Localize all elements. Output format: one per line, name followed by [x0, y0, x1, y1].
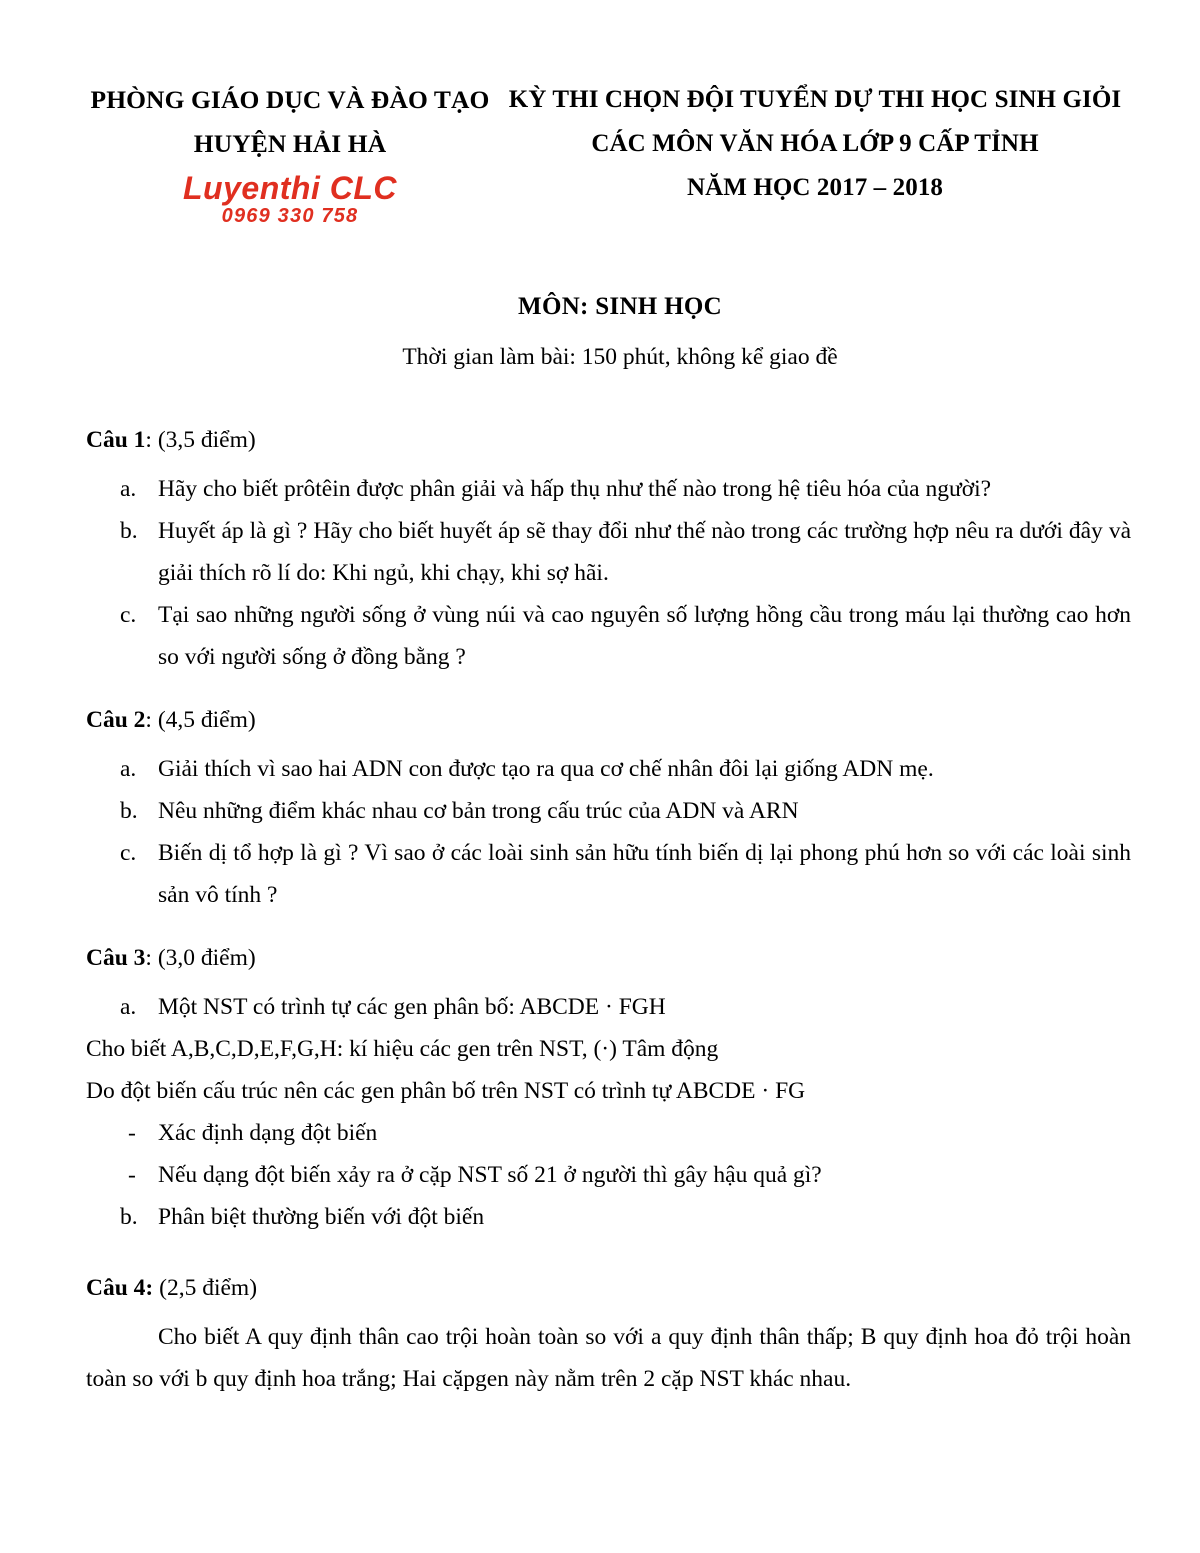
logo-brand-text: Luyenthi CLC [183, 170, 397, 206]
spacer [86, 1238, 1131, 1272]
exam-school-year: NĂM HỌC 2017 – 2018 [686, 174, 944, 201]
list-item-marker: c. [120, 602, 137, 628]
department-name-line2: HUYỆN HẢI HÀ [193, 129, 387, 158]
subject-title: MÔN: SINH HỌC [518, 293, 722, 320]
question-3-heading [86, 942, 1131, 975]
list-item-text: Nếu dạng đột biến xảy ra ở cặp NST số 21 ở người thì gây hậu quả gì? [158, 1162, 822, 1188]
question-2-heading [86, 704, 1131, 737]
question-4-label: Câu 4: [86, 1275, 154, 1301]
list-item [86, 468, 1131, 510]
list-item-marker: b. [120, 1204, 138, 1230]
list-item [86, 748, 1131, 790]
list-item-marker: a. [120, 994, 137, 1020]
list-item-text: Một NST có trình tự các gen phân bố: ABCDE · FGH [158, 994, 666, 1020]
question-3-points: : (3,0 điểm) [145, 945, 256, 971]
question-2-items [86, 748, 1131, 916]
list-item [86, 510, 1131, 594]
list-item [86, 832, 1131, 916]
list-item-marker: c. [120, 840, 137, 866]
exam-title-line1: KỲ THI CHỌN ĐỘI TUYỂN DỰ THI HỌC SINH GIỎI [508, 86, 1122, 113]
list-item-text: Xác định dạng đột biến [158, 1120, 378, 1146]
question-3-note-line-1: Cho biết A,B,C,D,E,F,G,H: kí hiệu các gen trên NST, (·) Tâm động [86, 1036, 719, 1062]
question-3-dash-items [86, 1112, 1131, 1238]
list-item-text: Hãy cho biết prôtêin được phân giải và hấp thụ như thế nào trong hệ tiêu hóa của người? [158, 476, 992, 502]
list-item [86, 594, 1131, 678]
header-left-column [80, 78, 500, 226]
document-header [80, 78, 1130, 226]
question-3-label: Câu 3 [86, 945, 146, 971]
question-2-points: : (4,5 điểm) [145, 707, 256, 733]
list-item [86, 1154, 1131, 1196]
department-name-line1: PHÒNG GIÁO DỤC VÀ ĐÀO TẠO [90, 85, 490, 114]
question-4-paragraph [86, 1316, 1131, 1400]
list-item-marker: a. [120, 476, 137, 502]
list-item [86, 986, 1131, 1028]
exam-body [86, 424, 1131, 1400]
question-4-heading [86, 1272, 1131, 1305]
list-item-text: Nêu những điểm khác nhau cơ bản trong cấu trúc của ADN và ARN [158, 798, 799, 824]
question-1-points: : (3,5 điểm) [145, 427, 256, 453]
logo-phone-number: 0969 330 758 [221, 205, 359, 227]
luyenthi-clc-logo [80, 172, 500, 226]
list-item-text: Phân biệt thường biến với đột biến [158, 1204, 485, 1230]
list-item-text: Huyết áp là gì ? Hãy cho biết huyết áp sẽ thay đổi như thế nào trong các trường hợp nêu ra dưới đây và giải thích rõ lí do: Khi ngủ, khi chạy, khi sợ hãi. [158, 518, 1131, 586]
list-item-marker: b. [120, 518, 138, 544]
list-item-marker: b. [120, 798, 138, 824]
list-item-text: Giải thích vì sao hai ADN con được tạo ra qua cơ chế nhân đôi lại giống ADN mẹ. [158, 756, 934, 782]
list-item-marker: - [128, 1120, 136, 1146]
list-item-text: Tại sao những người sống ở vùng núi và cao nguyên số lượng hồng cầu trong máu lại thường cao hơn so với người sống ở đồng bằng ? [158, 602, 1131, 670]
exam-duration: Thời gian làm bài: 150 phút, không kể giao đề [402, 344, 838, 370]
list-item [86, 1112, 1131, 1154]
spacer [86, 916, 1131, 942]
exam-title-line2: CÁC MÔN VĂN HÓA LỚP 9 CẤP TỈNH [591, 130, 1039, 157]
header-right-column [500, 78, 1130, 210]
list-item [86, 790, 1131, 832]
question-2-label: Câu 2 [86, 707, 146, 733]
list-item-marker: - [128, 1162, 136, 1188]
question-1-label: Câu 1 [86, 427, 146, 453]
list-item-text: Biến dị tổ hợp là gì ? Vì sao ở các loài sinh sản hữu tính biến dị lại phong phú hơn so với các loài sinh sản vô tính ? [158, 840, 1131, 908]
question-3-items [86, 986, 1131, 1028]
list-item [86, 1196, 1131, 1238]
list-item-marker: a. [120, 756, 137, 782]
spacer [86, 678, 1131, 704]
question-1-heading [86, 424, 1131, 457]
question-4-points: (2,5 điểm) [153, 1275, 258, 1301]
question-4-paragraph-text: Cho biết A quy định thân cao trội hoàn toàn so với a quy định thân thấp; B quy định hoa đỏ trội hoàn toàn so với b quy định hoa trắng; Hai cặpgen này nằm trên 2 cặp NST khác nhau. [86, 1324, 1131, 1392]
subject-block [340, 290, 900, 374]
question-1-items [86, 468, 1131, 678]
question-3-note-line-2: Do đột biến cấu trúc nên các gen phân bố trên NST có trình tự ABCDE · FG [86, 1078, 806, 1104]
